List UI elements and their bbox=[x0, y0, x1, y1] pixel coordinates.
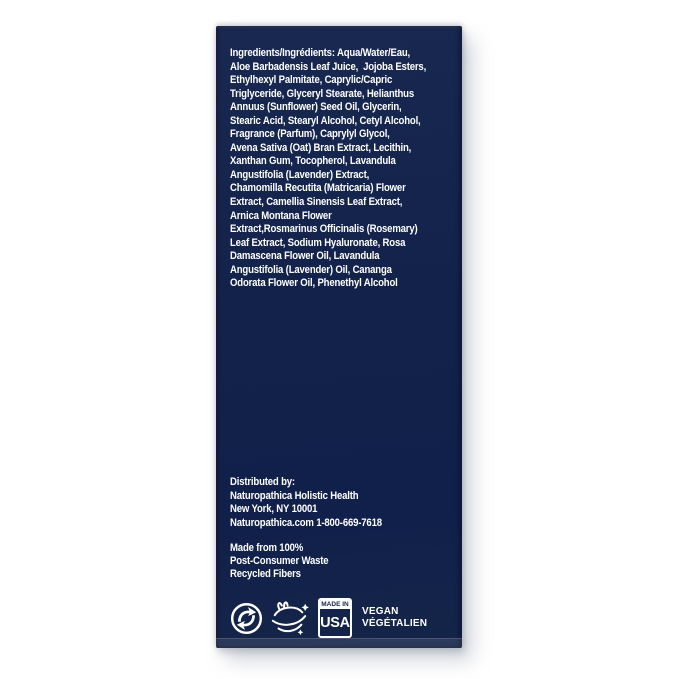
ingredients-line: Odorata Flower Oil, Phenethyl Alcohol bbox=[230, 277, 398, 290]
made-in-usa-badge bbox=[318, 598, 352, 638]
ingredients-line: Stearic Acid, Stearyl Alcohol, Cetyl Alcohol, bbox=[230, 114, 421, 127]
distributor-line: Naturopathica Holistic Health bbox=[230, 489, 359, 502]
ingredients-line: Arnica Montana Flower bbox=[230, 209, 332, 222]
vegan-line-en: VEGAN bbox=[362, 605, 399, 617]
ingredients-line: Fragrance (Parfum), Caprylyl Glycol, bbox=[230, 128, 390, 141]
ingredients-line: Ethylhexyl Palmitate, Caprylic/Capric bbox=[230, 74, 393, 87]
leaping-bunny-icon bbox=[268, 598, 310, 638]
ingredients-text bbox=[230, 47, 426, 291]
product-box-back-panel bbox=[216, 26, 462, 648]
made-in-label: MADE IN bbox=[321, 601, 349, 608]
ingredients-line: Chamomilla Recutita (Matricaria) Flower bbox=[230, 182, 406, 195]
ingredients-line: Annuus (Sunflower) Seed Oil, Glycerin, bbox=[230, 101, 402, 114]
distributor-line: New York, NY 10001 bbox=[230, 503, 318, 516]
ingredients-line: Aloe Barbadensis Leaf Juice, Jojoba Esters, bbox=[230, 60, 427, 73]
recycled-line: Recycled Fibers bbox=[230, 568, 301, 581]
ingredients-line: Angustifolia (Lavender) Oil, Cananga bbox=[230, 263, 392, 276]
distributor-line: Naturopathica.com 1-800-669-7618 bbox=[230, 516, 382, 529]
recycled-line: Made from 100% bbox=[230, 542, 304, 554]
recycled-claim-text bbox=[230, 542, 328, 582]
ingredients-line: Ingredients/Ingrédients: Aqua/Water/Eau, bbox=[230, 47, 411, 59]
ingredients-line: Avena Sativa (Oat) Bran Extract, Lecithin, bbox=[230, 141, 412, 154]
ingredients-line: Triglyceride, Glyceryl Stearate, Helianthus bbox=[230, 87, 415, 100]
ingredients-line: Xanthan Gum, Tocopherol, Lavandula bbox=[230, 155, 396, 168]
vegan-label bbox=[362, 606, 427, 631]
green-dot-recycling-icon bbox=[230, 602, 263, 635]
distributor-text bbox=[230, 476, 382, 530]
ingredients-line: Leaf Extract, Sodium Hyaluronate, Rosa bbox=[230, 236, 406, 249]
recycled-line: Post-Consumer Waste bbox=[230, 555, 329, 568]
ingredients-line: Angustifolia (Lavender) Extract, bbox=[230, 168, 370, 181]
certification-badges-row bbox=[230, 595, 427, 641]
vegan-line-fr: VÉGÉTALIEN bbox=[362, 618, 428, 629]
distributor-line: Distributed by: bbox=[230, 476, 295, 488]
ingredients-line: Extract, Camellia Sinensis Leaf Extract, bbox=[230, 196, 403, 209]
ingredients-line: Damascena Flower Oil, Lavandula bbox=[230, 250, 380, 263]
usa-label: USA bbox=[320, 614, 350, 631]
ingredients-line: Extract,Rosmarinus Officinalis (Rosemary) bbox=[230, 223, 418, 236]
